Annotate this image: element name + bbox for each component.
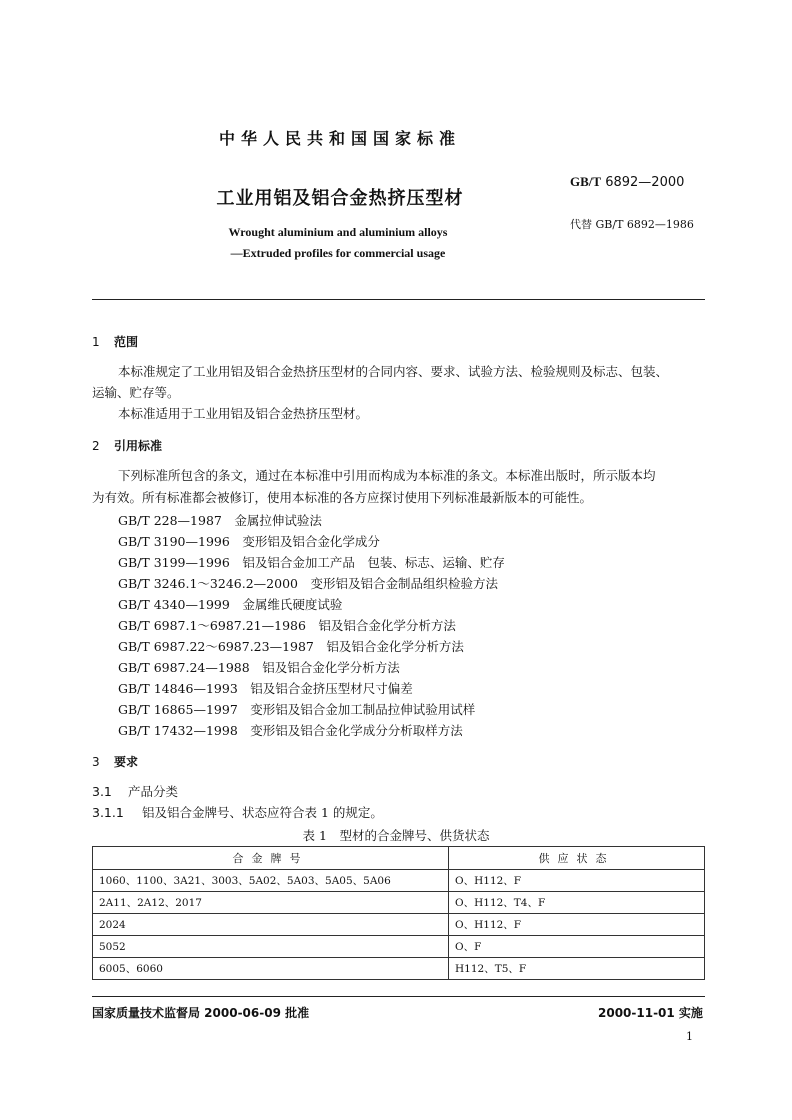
reference-item: GB/T 6987.22～6987.23—1987 铝及铝合金化学分析方法	[118, 639, 464, 654]
table-header-row	[93, 847, 705, 870]
table-cell-alloy: 5052	[93, 936, 449, 958]
section-1-para-1-line-1: 本标准规定了工业用铝及铝合金热挤压型材的合同内容、要求、试验方法、检验规则及标志、包装、	[118, 364, 669, 379]
reference-item: GB/T 6987.1～6987.21—1986 铝及铝合金化学分析方法	[118, 618, 456, 633]
table-1-caption: 表 1 型材的合金牌号、供货状态	[302, 828, 490, 843]
reference-item: GB/T 4340—1999 金属维氏硬度试验	[118, 597, 343, 612]
footer-divider	[92, 996, 705, 997]
table-cell-temper: O、F	[449, 936, 705, 958]
section-1-para-1-line-2: 运输、贮存等。	[92, 385, 180, 400]
document-title-en-line2: —Extruded profiles for commercial usage	[230, 246, 446, 260]
table-1	[92, 846, 705, 980]
replaces-note: 代替 GB/T 6892—1986	[570, 218, 694, 231]
table-cell-temper: O、H112、F	[449, 870, 705, 892]
standard-code: 6892—2000	[605, 175, 685, 190]
table-cell-alloy: 2024	[93, 914, 449, 936]
table-header-alloy: 合金牌号	[93, 847, 449, 870]
reference-item: GB/T 3199—1996 铝及铝合金加工产品 包装、标志、运输、贮存	[118, 555, 505, 570]
reference-item: GB/T 6987.24—1988 铝及铝合金化学分析方法	[118, 660, 400, 675]
section-2-para-line-1: 下列标准所包含的条文，通过在本标准中引用而构成为本标准的条文。本标准出版时，所示版本均	[118, 468, 656, 483]
reference-item: GB/T 14846—1993 铝及铝合金挤压型材尺寸偏差	[118, 681, 413, 696]
table-cell-alloy: 6005、6060	[93, 958, 449, 980]
page-number: 1	[686, 1030, 693, 1043]
implementation-date: 2000-11-01 实施	[598, 1006, 703, 1020]
table-cell-temper: O、H112、F	[449, 914, 705, 936]
section-1-heading: 1 范围	[92, 335, 139, 349]
table-row	[93, 914, 705, 936]
table-row	[93, 892, 705, 914]
approval-line: 国家质量技术监督局 2000-06-09 批准	[92, 1006, 310, 1020]
reference-item: GB/T 3246.1～3246.2—2000 变形铝及铝合金制品组织检验方法	[118, 576, 498, 591]
standard-category: 中华人民共和国国家标准	[218, 129, 461, 148]
reference-item: GB/T 3190—1996 变形铝及铝合金化学成分	[118, 534, 380, 549]
section-1-para-2: 本标准适用于工业用铝及铝合金热挤压型材。	[118, 406, 369, 421]
standard-prefix: GB/T	[570, 174, 602, 189]
table-cell-temper: H112、T5、F	[449, 958, 705, 980]
table-cell-temper: O、H112、T4、F	[449, 892, 705, 914]
section-3-heading: 3 要求	[92, 755, 139, 769]
section-2-para-line-2: 为有效。所有标准都会被修订，使用本标准的各方应探讨使用下列标准最新版本的可能性。	[92, 490, 593, 505]
table-cell-alloy: 1060、1100、3A21、3003、5A02、5A03、5A05、5A06	[93, 870, 449, 892]
table-header-temper: 供应状态	[449, 847, 705, 870]
header-divider	[92, 299, 705, 300]
document-title-cn: 工业用铝及铝合金热挤压型材	[216, 188, 464, 209]
standard-number	[570, 174, 684, 190]
subsection-3-1: 3.1 产品分类	[92, 784, 179, 799]
table-cell-alloy: 2A11、2A12、2017	[93, 892, 449, 914]
section-2-heading: 2 引用标准	[92, 439, 163, 453]
reference-item: GB/T 228—1987 金属拉伸试验法	[118, 513, 322, 528]
table-row	[93, 870, 705, 892]
table-row	[93, 958, 705, 980]
table-row	[93, 936, 705, 958]
subsection-3-1-1: 3.1.1 铝及铝合金牌号、状态应符合表 1 的规定。	[92, 805, 383, 820]
reference-item: GB/T 17432—1998 变形铝及铝合金化学成分分析取样方法	[118, 723, 463, 738]
reference-item: GB/T 16865—1997 变形铝及铝合金加工制品拉伸试验用试样	[118, 702, 476, 717]
document-title-en-line1: Wrought aluminium and aluminium alloys	[228, 225, 448, 239]
